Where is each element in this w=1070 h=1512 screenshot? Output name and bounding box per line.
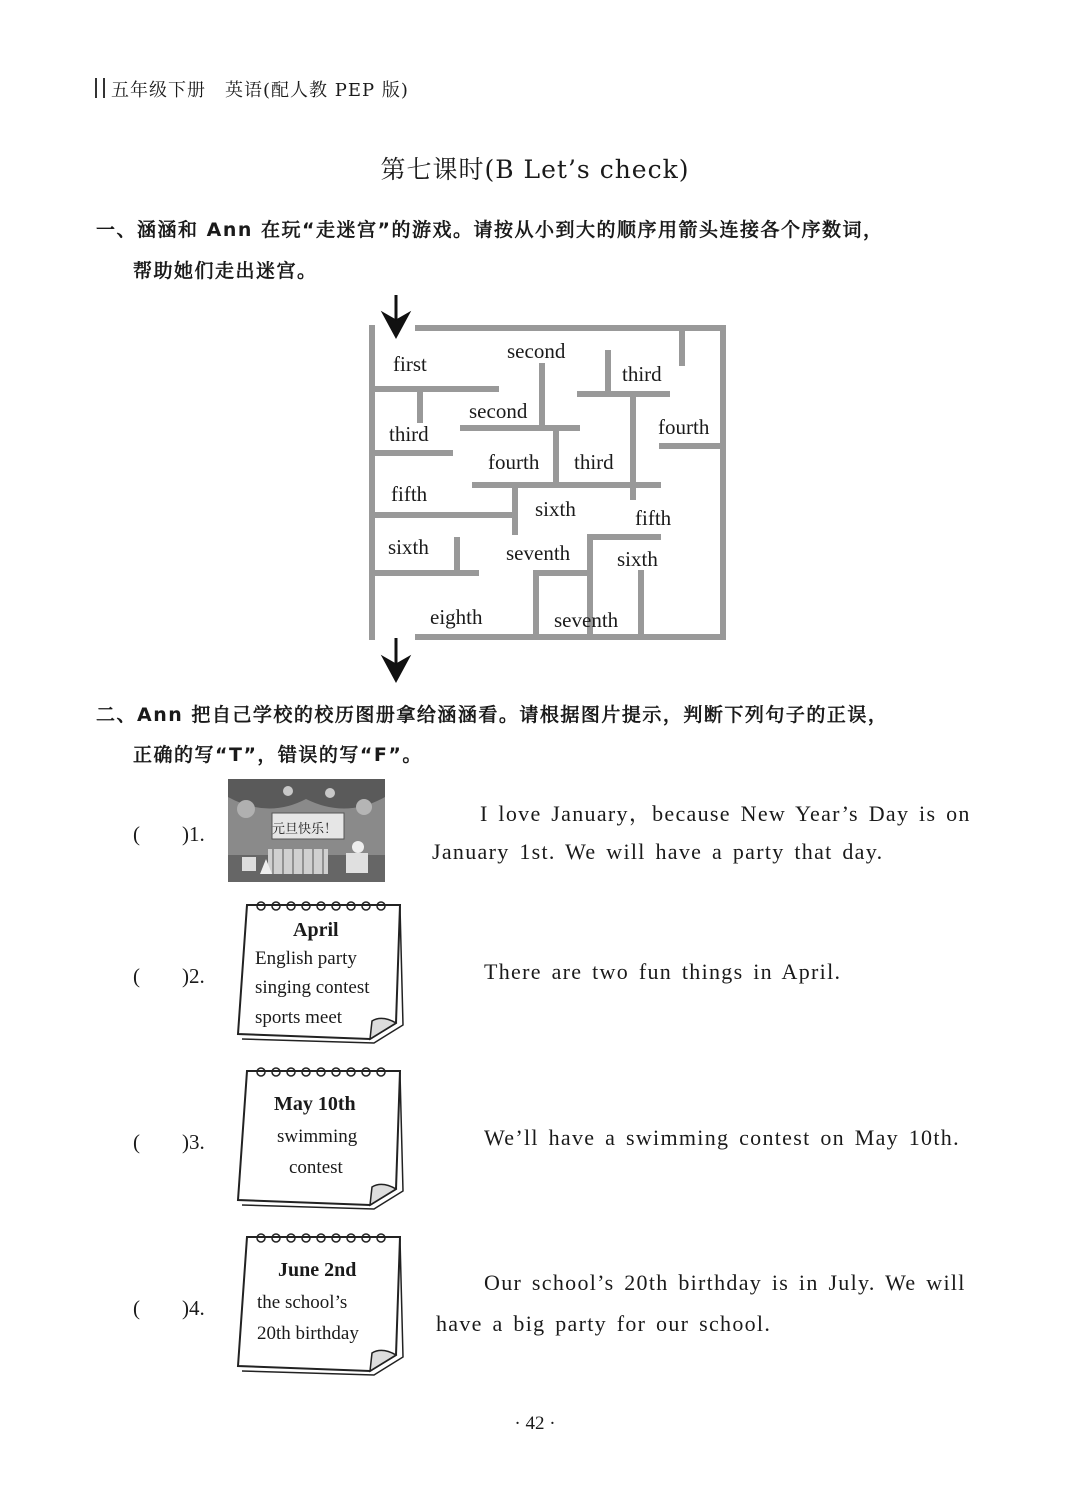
sentence-1-line2: January 1st. We will have a party that day. — [432, 839, 884, 864]
maze-word: fifth — [391, 482, 428, 506]
calendar-line: 20th birthday — [257, 1323, 359, 1344]
calendar-line: the school’s — [257, 1292, 348, 1313]
sentence-4-line1: Our school’s 20th birthday is in July. We will — [484, 1270, 966, 1295]
maze-word: seventh — [554, 608, 619, 632]
maze-word: fifth — [635, 506, 672, 530]
maze-word: seventh — [506, 541, 571, 565]
answer-blank-1[interactable]: ( )1. — [133, 822, 205, 846]
sentence-2: There are two fun things in April. — [484, 959, 842, 984]
sentence-3: We’ll have a swimming contest on May 10th. — [484, 1125, 960, 1150]
maze-word: sixth — [535, 497, 576, 521]
picture-caption: 元旦快乐！ — [272, 822, 338, 837]
lesson-title: 第七课时(B Let’s check) — [380, 155, 690, 184]
page-number: · 42 · — [514, 1413, 556, 1434]
calendar-title-4: June 2nd — [278, 1259, 357, 1281]
part2-instruction-line2: 正确的写“T”，错误的写“F”。 — [133, 744, 423, 766]
calendar-line: sports meet — [255, 1007, 343, 1028]
maze-word: third — [574, 450, 614, 474]
sentence-4-line2: have a big party for our school. — [436, 1311, 772, 1336]
maze-word: fourth — [658, 415, 710, 439]
calendar-line: swimming — [277, 1126, 358, 1147]
calendar-title-2: April — [293, 919, 339, 941]
book-title: 五年级下册 英语(配人教 PEP 版) — [111, 80, 409, 101]
maze-word: sixth — [617, 547, 658, 571]
maze-word: second — [469, 399, 528, 423]
part2-instruction-line1: 二、Ann 把自己学校的校历图册拿给涵涵看。请根据图片提示，判断下列句子的正误， — [96, 704, 889, 726]
calendar-line: singing contest — [255, 977, 370, 998]
calendar-line: English party — [255, 948, 357, 969]
sentence-1-line1: I love January，because New Year’s Day is on — [480, 801, 971, 826]
part1-instruction-line1: 一、涵涵和 Ann 在玩“走迷宫”的游戏。请按从小到大的顺序用箭头连接各个序数词， — [96, 219, 884, 241]
part1-instruction-line2: 帮助她们走出迷宫。 — [133, 260, 318, 282]
answer-blank-3[interactable]: ( )3. — [133, 1130, 205, 1154]
calendar-line: contest — [289, 1157, 343, 1178]
maze-word: second — [507, 339, 566, 363]
maze-word: third — [389, 422, 429, 446]
maze-word: sixth — [388, 535, 429, 559]
maze-word: third — [622, 362, 662, 386]
maze-word: first — [393, 352, 427, 376]
calendar-title-3: May 10th — [274, 1093, 356, 1115]
answer-blank-2[interactable]: ( )2. — [133, 964, 205, 988]
maze-word: fourth — [488, 450, 540, 474]
answer-blank-4[interactable]: ( )4. — [133, 1296, 205, 1320]
maze-word: eighth — [430, 605, 483, 629]
